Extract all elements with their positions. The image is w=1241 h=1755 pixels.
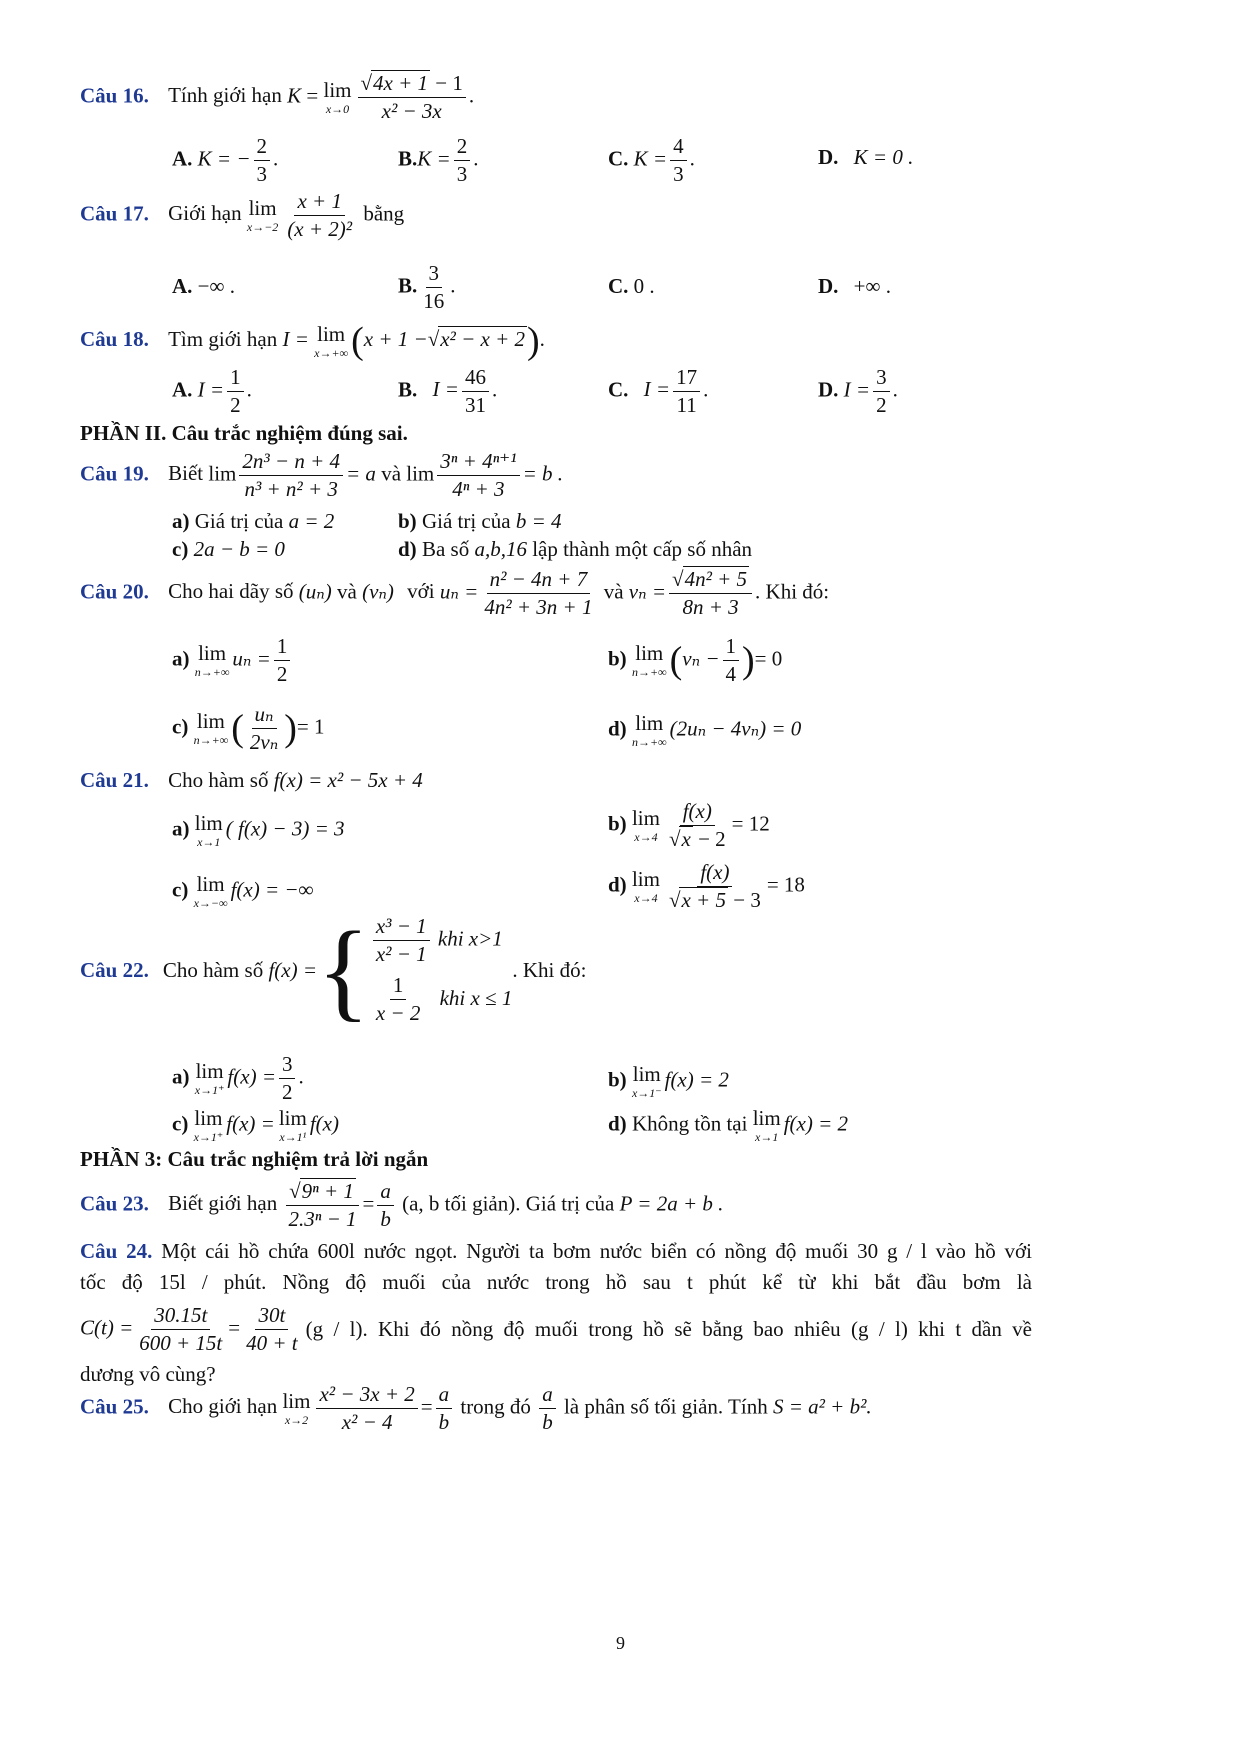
option-18-c[interactable]: C. I = $\frac{17}{11}$ .: [608, 365, 709, 418]
option-17-b[interactable]: B. $\frac{3}{16}$ .: [398, 261, 456, 314]
statement-21-a[interactable]: a) lim x→1 ( f(x) − 3) = 3: [172, 811, 345, 849]
statement-19-d[interactable]: d) Ba số a,b,16 lập thành một cấp số nhân: [398, 537, 753, 561]
limit: lim x→0: [323, 78, 352, 117]
limit: lim x→+∞: [314, 321, 349, 360]
question-label: Câu 19.: [80, 461, 149, 486]
question-16: Câu 16. Tính giới hạn K = lim x→0 $\frac{√4x + 1 - 1}{\text{x² − 3x}}$ .: [80, 71, 475, 124]
option-17-c[interactable]: C. 0 .: [608, 274, 655, 298]
statement-19-c[interactable]: c) 2a − b = 0: [172, 537, 285, 561]
question-label: Câu 18.: [80, 326, 149, 351]
statement-22-d[interactable]: d) Không tồn tại lim x→1 f(x) = 2: [608, 1106, 849, 1144]
question-17: Câu 17. Giới hạn lim x→−2 $\frac{x + 1}{\text{(x + 2)²}}$ bằng: [80, 189, 405, 242]
question-label: Câu 17.: [80, 201, 149, 226]
statement-22-c[interactable]: c) lim x→1⁺ f(x) = lim x→1¹ f(x): [172, 1106, 339, 1144]
question-18: Câu 18. Tìm giới hạn I = lim x→+∞ (x + 1 −√x² − x + 2).: [80, 320, 545, 362]
question-label: Câu 16.: [80, 83, 149, 108]
statement-19-b[interactable]: b) Giá trị của b = 4: [398, 509, 562, 533]
option-16-b[interactable]: B.K = $\frac{2}{3}$ .: [398, 134, 479, 187]
statement-20-a[interactable]: a) lim n→+∞ uₙ = $\frac{1}{2}$: [172, 635, 293, 686]
statement-21-d[interactable]: d) lim x→4 $\frac{f(x)}{√x + 5 - 3}$ = 18: [608, 860, 805, 913]
option-17-a[interactable]: A. −∞ .: [172, 274, 235, 298]
question-22: Câu 22. Cho hàm số f(x) = { $\frac{\text{x³ − 1}}{\text{x² − 1}}$ khi x>1 $\frac{1}{x - 2}$ khi x ≤ 1 . Khi đó:: [80, 909, 587, 1032]
question-20: Câu 20. Cho hai dãy số (uₙ) và (vₙ) với uₙ = $\frac{\text{n² − 4n + 7}}{\text{4n² + 3n + 1}}$ và vₙ = $\frac{\text{√4n² + 5}}{8n + 3}$ . Khi đó:: [80, 567, 830, 620]
section-heading-part-2: PHẦN II. Câu trắc nghiệm đúng sai.: [80, 421, 408, 445]
question-21: Câu 21. Cho hàm số f(x) = x² − 5x + 4: [80, 768, 423, 792]
limit: lim x→−2: [246, 196, 279, 235]
question-text: Tính giới hạn: [168, 83, 282, 108]
option-17-d[interactable]: D. +∞ .: [818, 274, 891, 298]
statement-22-a[interactable]: a) lim x→1⁺ f(x) = $\frac{3}{2}$ .: [172, 1052, 304, 1105]
option-18-d[interactable]: D. I = $\frac{3}{2}$ .: [818, 365, 898, 418]
statement-20-b[interactable]: b) lim n→+∞ (vₙ − $\frac{1}{4}$ )= 0: [608, 634, 783, 687]
question-19: Câu 19. Biết lim $\frac{\text{2n³ − n + 4}}{\text{n³ + n² + 3}}$ = a và lim $\frac{\text{3ⁿ + 4ⁿ⁺¹}}{\text{4ⁿ + 3}}$ = b .: [80, 449, 563, 502]
question-label: Câu 25.: [80, 1394, 149, 1419]
section-heading-part-3: PHẦN 3: Câu trắc nghiệm trả lời ngắn: [80, 1147, 429, 1171]
option-16-a[interactable]: A. K = − $\frac{2}{3}$ .: [172, 134, 279, 187]
question-label: Câu 20.: [80, 579, 149, 604]
statement-20-d[interactable]: d) lim n→+∞ (2uₙ − 4vₙ) = 0: [608, 711, 802, 749]
question-label: Câu 23.: [80, 1191, 149, 1216]
question-25: Câu 25. Cho giới hạn lim x→2 $\frac{\text{x² − 3x + 2}}{\text{x² − 4}}$ = $\frac{a}{b}$ trong đó $\frac{a}{b}$ là phân số tối giản. Tính S = a² + b².: [80, 1382, 872, 1435]
option-18-a[interactable]: A. I = $\frac{1}{2}$ .: [172, 365, 252, 418]
piecewise-brace: {: [317, 909, 370, 1032]
statement-20-c[interactable]: c) lim n→+∞ ( $\frac{\text{uₙ}}{\text{2vₙ}}$ )= 1: [172, 702, 325, 755]
option-16-d[interactable]: D. K = 0 .: [818, 145, 914, 169]
statement-19-a[interactable]: a) Giá trị của a = 2: [172, 509, 335, 533]
statement-22-b[interactable]: b) lim x→1⁻ f(x) = 2: [608, 1062, 729, 1100]
question-label: Câu 24.: [80, 1239, 153, 1263]
question-label: Câu 21.: [80, 768, 149, 792]
fraction: $\frac{x + 1}{\text{(x + 2)²}}$: [287, 189, 353, 242]
statement-21-b[interactable]: b) lim x→4 $\frac{f(x)}{√x - 2}$ = 12: [608, 799, 770, 852]
question-23: Câu 23. Biết giới hạn $\frac{\text{√9ⁿ + 1}}{\text{2.3ⁿ − 1}}$ = $\frac{a}{b}$ (a, b tối giản). Giá trị của P = 2a + b .: [80, 1179, 724, 1232]
option-16-c[interactable]: C. K = $\frac{4}{3}$ .: [608, 134, 695, 187]
statement-21-c[interactable]: c) lim x→−∞ f(x) = −∞: [172, 872, 314, 910]
question-24: Câu 24. Một cái hồ chứa 600l nước ngọt. Người ta bơm nước biển có nồng độ muối 30 g / l vào hồ với tốc độ 15l / phút. Nồng độ muối của nước trong hồ sau t phút kể từ khi bắt đầu bơm là C(t) = $\frac{30.15t}{600 + 15t}$ = $\frac{30t}{40 + t}$ (g / l). Khi đó nồng độ muối trong hồ sẽ bằng bao nhiêu (g / l) khi t dần về dương vô cùng?: [80, 1239, 1032, 1387]
option-18-b[interactable]: B. I = $\frac{46}{31}$ .: [398, 365, 498, 418]
question-label: Câu 22.: [80, 957, 149, 982]
page-number: 9: [616, 1633, 625, 1653]
fraction: $\frac{√4x + 1 - 1}{\text{x² − 3x}}$: [358, 72, 466, 123]
